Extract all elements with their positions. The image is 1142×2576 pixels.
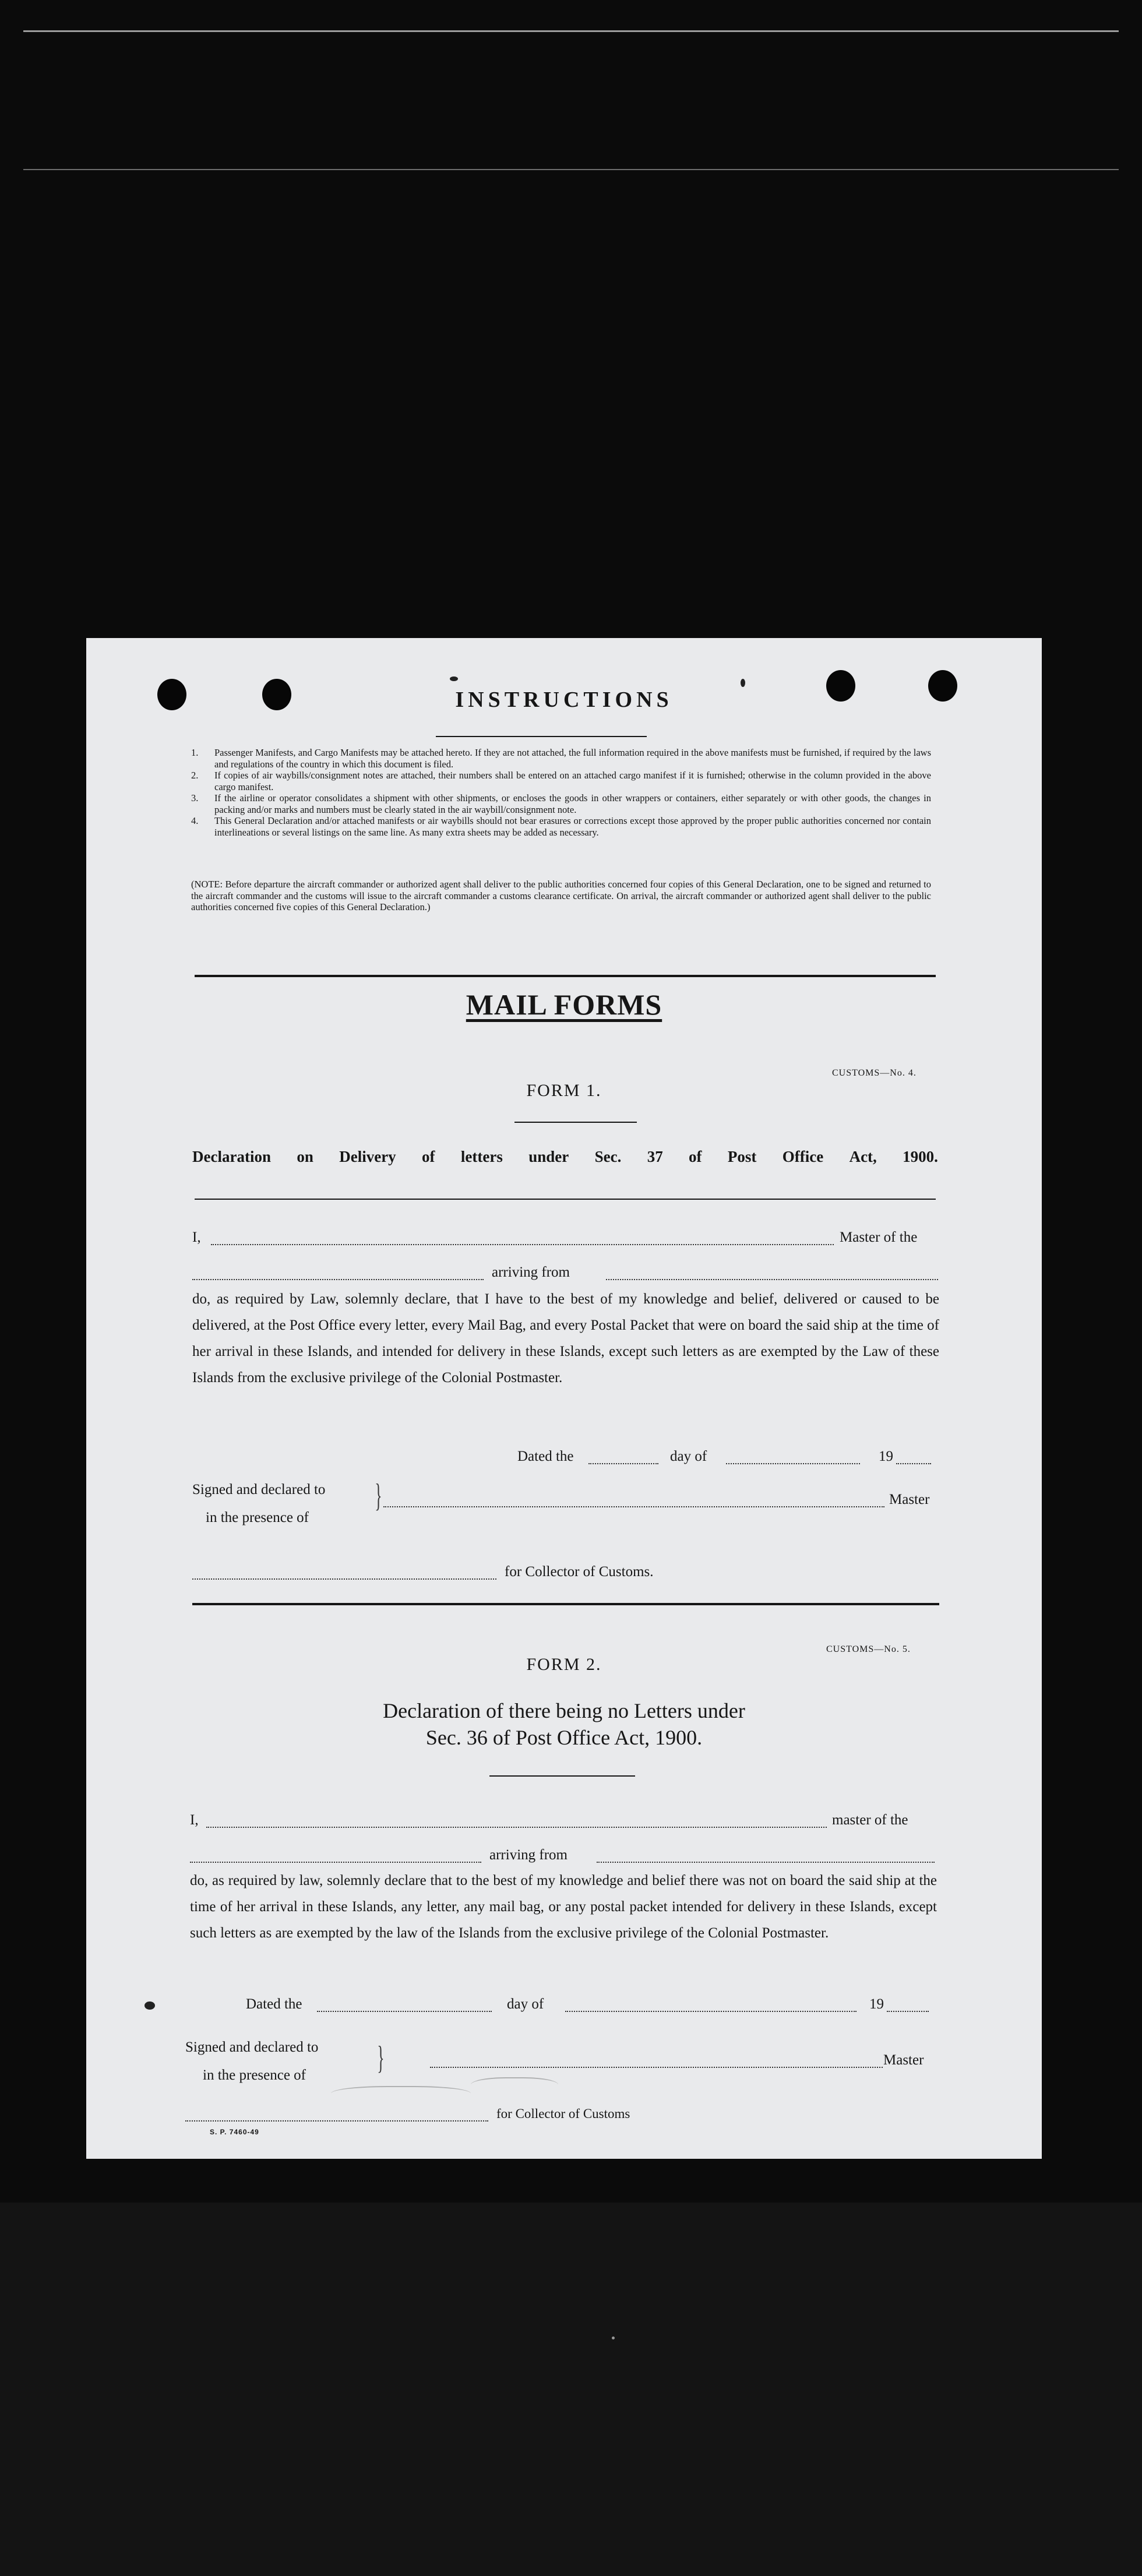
form2-title-line2: Sec. 36 of Post Office Act, 1900. bbox=[425, 1726, 703, 1749]
instruction-item: 4. This General Declaration and/or attached manifests or air waybills should not bear erasures or corrections except those approved by the proper public authorities concerned nor contain interlineations or several listings on the same line. As many extra sheets may be added as necessary. bbox=[191, 815, 931, 838]
form1-year-prefix: 19 bbox=[879, 1449, 893, 1464]
form2-arriving-from-label: arriving from bbox=[489, 1847, 568, 1863]
print-code: S. P. 7460-49 bbox=[210, 2128, 259, 2136]
form2-arriving-from-field[interactable] bbox=[597, 1862, 935, 1863]
form1-declaration-title: Declaration on Delivery of letters under Sec. 37 of Post Office Act, 1900. bbox=[192, 1148, 938, 1165]
film-edge-line-top bbox=[23, 30, 1119, 32]
form1-brace: } bbox=[375, 1478, 382, 1514]
form2-day-of-label: day of bbox=[507, 1996, 544, 2012]
form2-date-day-field[interactable] bbox=[317, 2011, 492, 2012]
form1-declaration-body: do, as required by Law, solemnly declare, that I have to the best of my knowledge and belief, delivered or caused to be delivered, at the Post Office every letter, every Mail Bag, and every Postal Packet that were on board the said ship at the time of her arrival in these Islands, and intended for delivery in these Islands, except such letters as are exempted by the Law of these Islands from the exclusive privilege of the Colonial Postmaster. bbox=[192, 1291, 939, 1386]
form2-collector-signature-field[interactable] bbox=[185, 2120, 488, 2122]
form1-collector-signature-field[interactable] bbox=[192, 1578, 496, 1580]
instructions-list bbox=[191, 747, 931, 838]
form1-day-of-label: day of bbox=[670, 1449, 707, 1464]
form1-master-of-the-label: Master of the bbox=[835, 1229, 917, 1246]
form1-year-field[interactable] bbox=[896, 1463, 931, 1464]
form2-collector-label: for Collector of Customs bbox=[496, 2106, 630, 2121]
form2-year-field[interactable] bbox=[887, 2011, 929, 2012]
form1-arriving-from-label: arriving from bbox=[492, 1264, 570, 1280]
form1-label-underline bbox=[514, 1122, 637, 1123]
scan-tick bbox=[612, 2337, 615, 2339]
form1-label: FORM 1. bbox=[526, 1081, 602, 1100]
form1-collector-label: for Collector of Customs. bbox=[505, 1564, 654, 1580]
margin-mark bbox=[144, 2001, 155, 2010]
form2-master-name-field[interactable] bbox=[206, 1827, 905, 1828]
ink-speck bbox=[741, 679, 745, 687]
form2-title-underline bbox=[489, 1775, 635, 1777]
instructions-note: (NOTE: Before departure the aircraft commander or authorized agent shall deliver to the public authorities concerned four copies of this General Declaration, one to be signed and returned to the aircraft commander and the customs will issue to the aircraft commander a customs clearance certificate. On arrival, the aircraft commander or authorized agent shall deliver to the public authorities concerned five copies of this General Declaration.) bbox=[191, 879, 931, 912]
form1-customs-number: CUSTOMS—No. 4. bbox=[832, 1068, 917, 1078]
form1-dated-the-label: Dated the bbox=[517, 1449, 574, 1464]
instruction-item: 1. Passenger Manifests, and Cargo Manifests may be attached hereto. If they are not attached, the full information required in the above manifests must be furnished, if required by the laws and regulations of the country in which this document is filed. bbox=[191, 747, 931, 770]
form1-i-label: I, bbox=[192, 1229, 201, 1245]
form2-customs-number: CUSTOMS—No. 5. bbox=[826, 1644, 911, 1654]
ink-speck bbox=[450, 676, 458, 681]
form2-brace: } bbox=[377, 2040, 385, 2076]
form2-month-field[interactable] bbox=[565, 2011, 856, 2012]
form1-master-signature-field[interactable] bbox=[383, 1506, 884, 1507]
form1-date-day-field[interactable] bbox=[588, 1463, 658, 1464]
form1-arriving-from-field[interactable] bbox=[606, 1279, 938, 1280]
form2-label: FORM 2. bbox=[526, 1655, 602, 1674]
form2-signed-label: Signed and declared to bbox=[185, 2039, 319, 2055]
handwritten-scrawl bbox=[471, 2077, 558, 2096]
forms-divider bbox=[192, 1603, 939, 1605]
form2-ship-name-field[interactable] bbox=[190, 1862, 481, 1863]
mail-forms-title: MAIL FORMS bbox=[466, 988, 662, 1021]
form2-i-label: I, bbox=[190, 1812, 199, 1828]
form2-declaration-body: do, as required by law, solemnly declare that to the best of my knowledge and belief there was not on board the said ship at the time of her arrival in these Islands, any letter, any mail bag, or any postal packet intended for delivery in these Islands, except such letters as are exempted by the law of the Islands from the exclusive privilege of the Colonial Postmaster. bbox=[190, 1873, 937, 1941]
form1-presence-label: in the presence of bbox=[206, 1510, 309, 1525]
form2-declaration-title bbox=[86, 1697, 1042, 1751]
film-band bbox=[0, 2203, 1142, 2576]
form1-master-label: Master bbox=[889, 1492, 930, 1507]
form2-master-label: Master bbox=[883, 2052, 924, 2068]
form2-dated-the-label: Dated the bbox=[246, 1996, 302, 2012]
instruction-item: 3. If the airline or operator consolidates a shipment with other shipments, or encloses the goods in other wrappers or containers, either separately or with other goods, the changes in packing and/or marks and numbers must be clearly stated in the air waybill/consignment note. bbox=[191, 792, 931, 815]
form2-presence-label: in the presence of bbox=[203, 2067, 306, 2083]
film-edge-line bbox=[23, 169, 1119, 170]
form1-ship-name-field[interactable] bbox=[192, 1279, 484, 1280]
form1-signed-label: Signed and declared to bbox=[192, 1482, 326, 1497]
form2-master-of-the-label: master of the bbox=[827, 1812, 908, 1829]
form1-title-rule bbox=[195, 1199, 936, 1200]
form1-month-field[interactable] bbox=[726, 1463, 860, 1464]
form-sheet bbox=[86, 638, 1042, 2159]
instructions-title: INSTRUCTIONS bbox=[455, 688, 673, 712]
form1-master-name-field[interactable] bbox=[211, 1244, 910, 1245]
instructions-title-underline bbox=[436, 736, 647, 737]
form2-year-prefix: 19 bbox=[869, 1996, 884, 2012]
form2-master-signature-field[interactable] bbox=[430, 2067, 896, 2068]
handwritten-scrawl bbox=[331, 2086, 471, 2105]
form2-title-line1: Declaration of there being no Letters under bbox=[383, 1699, 745, 1722]
instruction-item: 2. If copies of air waybills/consignment notes are attached, their numbers shall be entered on an attached cargo manifest if it is furnished; otherwise in the column provided in the above cargo manifest. bbox=[191, 770, 931, 792]
section-divider bbox=[195, 975, 936, 977]
